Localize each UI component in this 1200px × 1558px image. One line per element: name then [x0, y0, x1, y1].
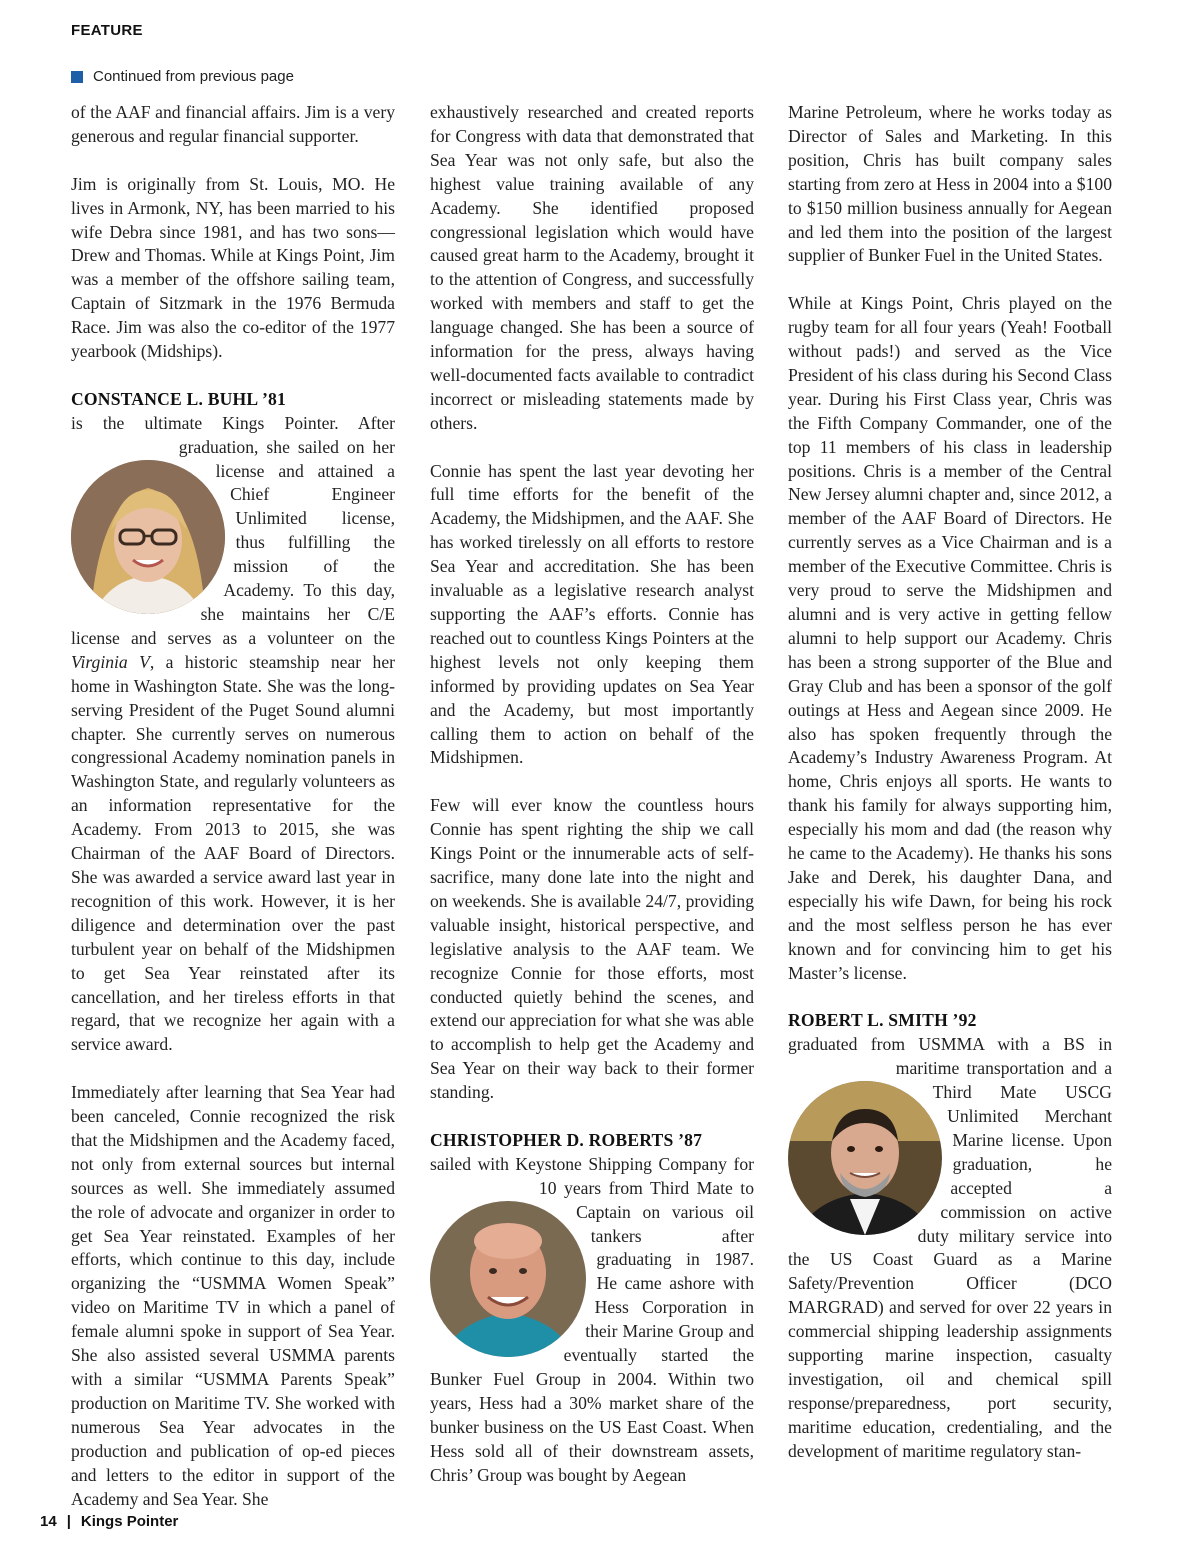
paragraph: of the AAF and financial affairs. Jim is a very generous and regular financial supporter.: [71, 102, 395, 146]
paragraph: Immediately after learning that Sea Year had been canceled, Connie recognized the risk that the Midshipmen and the Academy faced, not only from external sources but internal sources as well. She immediately assumed the role of advocate and organizer in order to get Sea Year reinstated. Examples of her efforts, which continue to this day, include organizing the “USMMA Women Speak” video on Maritime TV in which a panel of female alumni spoke in support of Sea Year. She also assisted several USMMA parents with a similar “USMMA Parents Speak” production on Maritime TV. She worked with numerous Sea Year advocates in the production and publication of op-ed pieces and letters to the editor in support of the Academy and Sea Year. She: [71, 1082, 395, 1509]
profile-heading-roberts: CHRISTOPHER D. ROBERTS ’87: [430, 1129, 703, 1150]
paragraph: exhaustively researched and created reports for Congress with data that demonstrated that Sea Year was not only safe, but also the highest value training available of any Academy. She identified proposed congressional legislation which would have caused great harm to the Academy, brought it to the attention of Congress, and successfully worked with members and staff to get the language changed. She has been a source of information for the press, always having well-documented facts available to contradict incorrect or misleading statements made by others.: [430, 102, 754, 433]
man-portrait-image: [430, 1201, 586, 1357]
section-label: FEATURE: [71, 22, 143, 39]
publication-name: Kings Pointer: [80, 1513, 179, 1530]
column-1: [71, 101, 395, 1511]
continued-note: [71, 68, 294, 85]
column-2: [430, 101, 754, 1488]
profile-heading-buhl: CONSTANCE L. BUHL ’81: [71, 388, 287, 409]
column-3: [788, 101, 1112, 1464]
footer-separator: |: [66, 1513, 71, 1530]
paragraph: While at Kings Point, Chris played on the rugby team for all four years (Yeah! Football without pads!) and served as the Vice President of his class during his Second Class year. During his First Class year, Chris was the Fifth Company Commander, one of the top 11 members of his class in leadership positions. Chris is a member of the Central New Jersey alumni chapter and, since 2012, a member of the AAF Board of Directors. He currently serves as a Vice Chairman and is a member of the Executive Committee. Chris is very proud to serve the Midshipmen and alumni and is very active in getting fellow alumni to help support our Academy. Chris has been a strong supporter of the Blue and Gray Club and has been a sponsor of the golf outings at Hess and Aegean since 2009. He also has spoken frequently through the Academy’s Industry Awareness Program. At home, Chris enjoys all sports. He wants to thank his family for always supporting him, especially his mom and dad (the reason why he came to the Academy). He thanks his sons Jake and Derek, his daughter Dana, and especially his wife Dawn, for being his rock and the most selfless person he has ever known and for convincing him to get his Master’s license.: [788, 293, 1112, 983]
paragraph: sailed with Keystone Shipping Company for 10 years from Third Mate to Captain on various oil tankers after graduating in 1987. He came ashore with Hess Corporation in their Marine Group and eventually started the Bunker Fuel Group in 2004. Within two years, Hess had a 30% market share of the bunker business on the US East Coast. When Hess sold all of their downstream assets, Chris’ Group was bought by Aegean: [430, 1153, 754, 1485]
portrait-smith: [788, 1081, 942, 1235]
paragraph: Jim is originally from St. Louis, MO. He lives in Armonk, NY, has been married to his wife Debra since 1981, and has two sons—Drew and Thomas. While at Kings Point, Jim was a member of the offshore sailing team, Captain of Sitzmark in the 1976 Bermuda Race. Jim was also the co-editor of the 1977 yearbook (Midships).: [71, 173, 395, 362]
profile-text-buhl-cont: , a historic steamship near her home in Washington State. She was the long-serving President of the Puget Sound alumni chapter. She currently serves on numerous congressional Academy nomination panels in Washington State, and regularly volunteers as an information representative for the Academy. From 2013 to 2015, she was Chairman of the AAF Board of Directors. She was awarded a service award last year in recognition of this work. However, it is her diligence and determination over the past turbulent year on behalf of the Midshipmen to get Sea Year reinstated after its cancellation, and her tireless efforts in that regard, that we recognize her again with a service award.: [71, 651, 396, 1055]
profile-text-buhl: is the ultimate Kings Pointer. After graduation, she sailed on her license and attained a Chief Engineer Unlimited license, thus fulfilling the mission of the Academy. To this day, she maintains her C/E license and serves as a volunteer on the: [71, 412, 395, 648]
paragraph: graduated from USMMA with a BS in maritime transportation and a Third Mate USCG Unlimited Merchant Marine license. Upon graduation, he accepted a commission on active duty military service into the US Coast Guard as a Marine Safety/Prevention Officer (DCO MARGRAD) and served for over 22 years in commercial shipping leadership assignments supporting marine inspection, casualty investigation, oil and chemical spill response/preparedness, port security, maritime education, credentialing, and the development of maritime regulatory stan-: [788, 1034, 1112, 1461]
paragraph: Marine Petroleum, where he works today as Director of Sales and Marketing. In this position, Chris has built company sales starting from zero at Hess in 2004 into a $100 to $150 million business annually for Aegean and led them into the position of the largest supplier of Bunker Fuel in the United States.: [788, 102, 1112, 266]
portrait-buhl: [71, 460, 225, 614]
profile-heading-smith: ROBERT L. SMITH ’92: [788, 1010, 977, 1031]
portrait-roberts: [430, 1201, 586, 1357]
continued-text: Continued from previous page: [93, 68, 294, 85]
paragraph: Connie has spent the last year devoting her full time efforts for the benefit of the Academy, the Midshipmen, and the AAF. She has worked tirelessly on all efforts to restore Sea Year and accreditation. She has been invaluable as a legislative research analyst supporting the AAF’s efforts. Connie has reached out to countless Kings Pointers at the highest levels not only keeping them informed by providing updates on Sea Year and the Academy, but most importantly calling them to action on behalf of the Midshipmen.: [430, 460, 754, 768]
page-footer: [40, 1513, 178, 1530]
man-portrait-image: [788, 1081, 942, 1235]
woman-portrait-image: [71, 460, 225, 614]
page-number: 14: [40, 1513, 57, 1530]
blue-square-icon: [71, 71, 83, 83]
ship-name: Virginia V: [71, 651, 150, 672]
paragraph: Few will ever know the countless hours Connie has spent righting the ship we call Kings Point or the innumerable acts of self-sacrifice, many done late into the night and on weekends. She is available 24/7, providing valuable insight, historical perspective, and legislative analysis to the AAF team. We recognize Connie for those efforts, most conducted quietly behind the scenes, and extend our appreciation for what she was able to accomplish to help get the Academy and Sea Year on their way back to their former standing.: [430, 795, 754, 1103]
